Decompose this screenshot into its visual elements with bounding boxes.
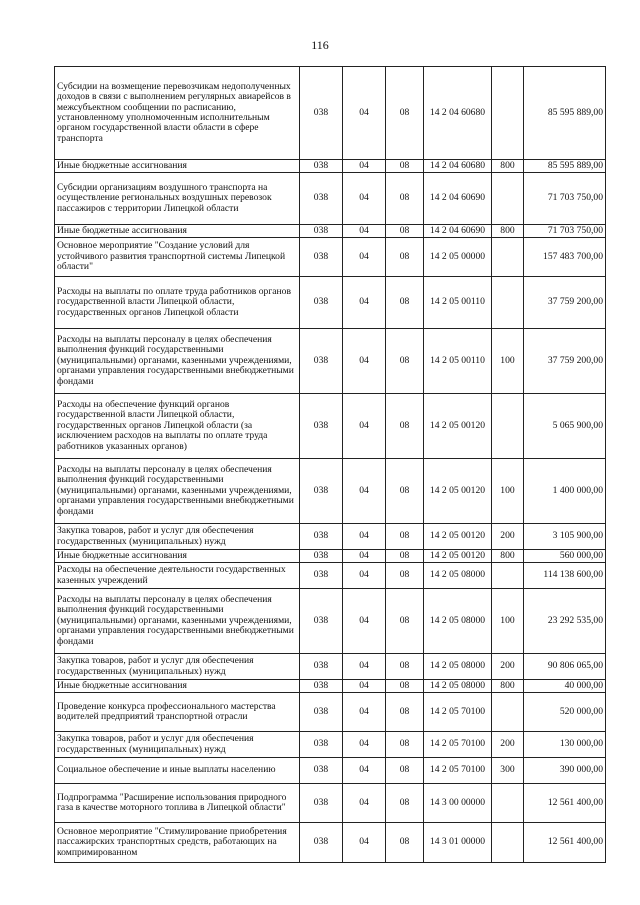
admin-code-cell: 038	[300, 784, 343, 823]
amount-cell: 12 561 400,00	[524, 823, 606, 863]
section-code-cell: 04	[343, 524, 386, 550]
section-code-cell: 04	[343, 680, 386, 693]
admin-code-cell: 038	[300, 394, 343, 459]
table-row	[55, 394, 606, 459]
row-name-cell: Субсидии на возмещение перевозчикам недополученных доходов в связи с выполнением регулярных авиарейсов в межсубъектном сообщении по расписанию, установленному уполномоченным исполнительным органом государственной власти области в сфере транспорта	[55, 67, 300, 160]
subsection-code-cell: 08	[386, 758, 424, 784]
row-name-cell: Закупка товаров, работ и услуг для обеспечения государственных (муниципальных) нужд	[55, 524, 300, 550]
target-article-code-cell: 14 2 05 00110	[424, 277, 492, 329]
expense-type-code-cell	[492, 277, 524, 329]
target-article-code-cell: 14 2 05 70100	[424, 693, 492, 732]
subsection-code-cell: 08	[386, 67, 424, 160]
target-article-code-cell: 14 2 05 00120	[424, 524, 492, 550]
subsection-code-cell: 08	[386, 329, 424, 394]
admin-code-cell: 038	[300, 563, 343, 589]
expense-type-code-cell: 300	[492, 758, 524, 784]
amount-cell: 520 000,00	[524, 693, 606, 732]
table-row	[55, 693, 606, 732]
table-row	[55, 225, 606, 238]
page-number: 116	[311, 38, 329, 52]
section-code-cell: 04	[343, 784, 386, 823]
table-row	[55, 654, 606, 680]
section-code-cell: 04	[343, 277, 386, 329]
target-article-code-cell: 14 2 04 60690	[424, 173, 492, 225]
admin-code-cell: 038	[300, 238, 343, 277]
target-article-code-cell: 14 2 04 60680	[424, 67, 492, 160]
amount-cell: 23 292 535,00	[524, 589, 606, 654]
target-article-code-cell: 14 2 05 08000	[424, 680, 492, 693]
subsection-code-cell: 08	[386, 160, 424, 173]
expense-type-code-cell	[492, 823, 524, 863]
target-article-code-cell: 14 3 00 00000	[424, 784, 492, 823]
amount-cell: 85 595 889,00	[524, 160, 606, 173]
row-name-cell: Закупка товаров, работ и услуг для обеспечения государственных (муниципальных) нужд	[55, 732, 300, 758]
row-name-cell: Расходы на выплаты по оплате труда работников органов государственной власти Липецкой области, государственных органов Липецкой области	[55, 277, 300, 329]
subsection-code-cell: 08	[386, 563, 424, 589]
target-article-code-cell: 14 2 04 60680	[424, 160, 492, 173]
row-name-cell: Закупка товаров, работ и услуг для обеспечения государственных (муниципальных) нужд	[55, 654, 300, 680]
amount-cell: 37 759 200,00	[524, 329, 606, 394]
amount-cell: 37 759 200,00	[524, 277, 606, 329]
expense-type-code-cell	[492, 238, 524, 277]
expense-type-code-cell	[492, 394, 524, 459]
amount-cell: 114 138 600,00	[524, 563, 606, 589]
admin-code-cell: 038	[300, 693, 343, 732]
table-row	[55, 329, 606, 394]
row-name-cell: Иные бюджетные ассигнования	[55, 550, 300, 563]
table-row	[55, 680, 606, 693]
table-row	[55, 758, 606, 784]
admin-code-cell: 038	[300, 329, 343, 394]
admin-code-cell: 038	[300, 550, 343, 563]
amount-cell: 90 806 065,00	[524, 654, 606, 680]
section-code-cell: 04	[343, 394, 386, 459]
table-row	[55, 550, 606, 563]
row-name-cell: Основное мероприятие "Создание условий для устойчивого развития транспортной системы Липецкой области"	[55, 238, 300, 277]
subsection-code-cell: 08	[386, 173, 424, 225]
expense-type-code-cell	[492, 67, 524, 160]
expense-type-code-cell: 800	[492, 160, 524, 173]
amount-cell: 390 000,00	[524, 758, 606, 784]
expense-type-code-cell: 100	[492, 459, 524, 524]
table-row	[55, 563, 606, 589]
admin-code-cell: 038	[300, 160, 343, 173]
table-row	[55, 238, 606, 277]
budget-table	[54, 66, 606, 863]
section-code-cell: 04	[343, 67, 386, 160]
amount-cell: 560 000,00	[524, 550, 606, 563]
admin-code-cell: 038	[300, 173, 343, 225]
amount-cell: 71 703 750,00	[524, 173, 606, 225]
section-code-cell: 04	[343, 732, 386, 758]
amount-cell: 12 561 400,00	[524, 784, 606, 823]
subsection-code-cell: 08	[386, 732, 424, 758]
table-row	[55, 524, 606, 550]
subsection-code-cell: 08	[386, 459, 424, 524]
target-article-code-cell: 14 2 05 70100	[424, 732, 492, 758]
admin-code-cell: 038	[300, 654, 343, 680]
expense-type-code-cell: 200	[492, 654, 524, 680]
table-row	[55, 160, 606, 173]
row-name-cell: Иные бюджетные ассигнования	[55, 225, 300, 238]
target-article-code-cell: 14 2 05 08000	[424, 589, 492, 654]
section-code-cell: 04	[343, 173, 386, 225]
row-name-cell: Расходы на обеспечение функций органов государственной власти Липецкой области, государственных органов Липецкой области (за исключением расходов на выплаты по оплате труда работников указанных органов)	[55, 394, 300, 459]
section-code-cell: 04	[343, 654, 386, 680]
subsection-code-cell: 08	[386, 784, 424, 823]
table-row	[55, 277, 606, 329]
row-name-cell: Субсидии организациям воздушного транспорта на осуществление региональных воздушных перевозок пассажиров с территории Липецкой области	[55, 173, 300, 225]
target-article-code-cell: 14 2 05 00120	[424, 550, 492, 563]
row-name-cell: Расходы на выплаты персоналу в целях обеспечения выполнения функций государственными (муниципальными) органами, казенными учреждениями, органами управления государственными внебюджетными фондами	[55, 329, 300, 394]
subsection-code-cell: 08	[386, 394, 424, 459]
table-row	[55, 173, 606, 225]
admin-code-cell: 038	[300, 680, 343, 693]
amount-cell: 71 703 750,00	[524, 225, 606, 238]
table-row	[55, 784, 606, 823]
table-row	[55, 732, 606, 758]
section-code-cell: 04	[343, 758, 386, 784]
expense-type-code-cell: 100	[492, 329, 524, 394]
section-code-cell: 04	[343, 823, 386, 863]
section-code-cell: 04	[343, 225, 386, 238]
amount-cell: 157 483 700,00	[524, 238, 606, 277]
subsection-code-cell: 08	[386, 524, 424, 550]
section-code-cell: 04	[343, 329, 386, 394]
expense-type-code-cell: 800	[492, 680, 524, 693]
amount-cell: 85 595 889,00	[524, 67, 606, 160]
target-article-code-cell: 14 2 05 00120	[424, 459, 492, 524]
expense-type-code-cell: 200	[492, 732, 524, 758]
row-name-cell: Иные бюджетные ассигнования	[55, 680, 300, 693]
admin-code-cell: 038	[300, 823, 343, 863]
expense-type-code-cell: 800	[492, 550, 524, 563]
table-row	[55, 589, 606, 654]
subsection-code-cell: 08	[386, 693, 424, 732]
section-code-cell: 04	[343, 563, 386, 589]
subsection-code-cell: 08	[386, 225, 424, 238]
expense-type-code-cell	[492, 784, 524, 823]
subsection-code-cell: 08	[386, 654, 424, 680]
section-code-cell: 04	[343, 693, 386, 732]
target-article-code-cell: 14 3 01 00000	[424, 823, 492, 863]
amount-cell: 40 000,00	[524, 680, 606, 693]
admin-code-cell: 038	[300, 277, 343, 329]
expense-type-code-cell: 800	[492, 225, 524, 238]
row-name-cell: Проведение конкурса профессионального мастерства водителей предприятий транспортной отрасли	[55, 693, 300, 732]
admin-code-cell: 038	[300, 758, 343, 784]
target-article-code-cell: 14 2 05 00110	[424, 329, 492, 394]
subsection-code-cell: 08	[386, 589, 424, 654]
target-article-code-cell: 14 2 04 60690	[424, 225, 492, 238]
row-name-cell: Расходы на выплаты персоналу в целях обеспечения выполнения функций государственными (муниципальными) органами, казенными учреждениями, органами управления государственными внебюджетными фондами	[55, 459, 300, 524]
amount-cell: 130 000,00	[524, 732, 606, 758]
section-code-cell: 04	[343, 550, 386, 563]
target-article-code-cell: 14 2 05 08000	[424, 654, 492, 680]
row-name-cell: Социальное обеспечение и иные выплаты населению	[55, 758, 300, 784]
admin-code-cell: 038	[300, 524, 343, 550]
amount-cell: 3 105 900,00	[524, 524, 606, 550]
amount-cell: 1 400 000,00	[524, 459, 606, 524]
subsection-code-cell: 08	[386, 238, 424, 277]
section-code-cell: 04	[343, 589, 386, 654]
table-row	[55, 67, 606, 160]
expense-type-code-cell	[492, 693, 524, 732]
section-code-cell: 04	[343, 160, 386, 173]
subsection-code-cell: 08	[386, 680, 424, 693]
subsection-code-cell: 08	[386, 550, 424, 563]
row-name-cell: Иные бюджетные ассигнования	[55, 160, 300, 173]
admin-code-cell: 038	[300, 67, 343, 160]
row-name-cell: Основное мероприятие "Стимулирование приобретения пассажирских транспортных средств, работающих на компримированном	[55, 823, 300, 863]
expense-type-code-cell: 100	[492, 589, 524, 654]
target-article-code-cell: 14 2 05 00120	[424, 394, 492, 459]
section-code-cell: 04	[343, 238, 386, 277]
amount-cell: 5 065 900,00	[524, 394, 606, 459]
row-name-cell: Расходы на обеспечение деятельности государственных казенных учреждений	[55, 563, 300, 589]
subsection-code-cell: 08	[386, 823, 424, 863]
expense-type-code-cell: 200	[492, 524, 524, 550]
row-name-cell: Расходы на выплаты персоналу в целях обеспечения выполнения функций государственными (муниципальными) органами, казенными учреждениями, органами управления государственными внебюджетными фондами	[55, 589, 300, 654]
table-row	[55, 823, 606, 863]
table-row	[55, 459, 606, 524]
admin-code-cell: 038	[300, 459, 343, 524]
admin-code-cell: 038	[300, 732, 343, 758]
expense-type-code-cell	[492, 563, 524, 589]
target-article-code-cell: 14 2 05 08000	[424, 563, 492, 589]
row-name-cell: Подпрограмма "Расширение использования природного газа в качестве моторного топлива в Липецкой области"	[55, 784, 300, 823]
admin-code-cell: 038	[300, 225, 343, 238]
target-article-code-cell: 14 2 05 70100	[424, 758, 492, 784]
target-article-code-cell: 14 2 05 00000	[424, 238, 492, 277]
subsection-code-cell: 08	[386, 277, 424, 329]
expense-type-code-cell	[492, 173, 524, 225]
section-code-cell: 04	[343, 459, 386, 524]
admin-code-cell: 038	[300, 589, 343, 654]
